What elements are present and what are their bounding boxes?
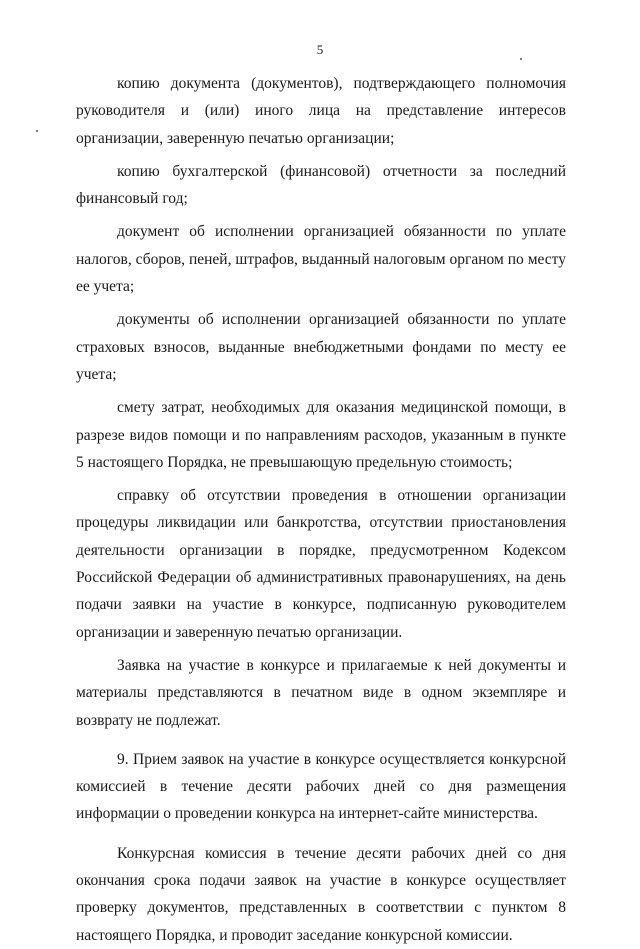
scan-speck [36,130,38,132]
scan-speck [520,58,522,60]
paragraph-copy-authority: копию документа (документов), подтверждающего полномочия руководителя и (или) иного лица на представление интересов организации, заверенную печатью организации; [76,75,566,147]
document-body [76,70,566,949]
paragraph-tax-obligations: документ об исполнении организацией обязанности по уплате налогов, сборов, пеней, штрафов, выданный налоговым органом по месту ее учета; [76,223,566,296]
paragraph-insurance-contributions: документы об исполнении организацией обязанности по уплате страховых взносов, выданные внебюджетными фондами по месту ее учета; [76,311,566,383]
paragraph-financial-reports: копию бухгалтерской (финансовой) отчетности за последний финансовый год; [76,162,566,208]
paragraph-cost-estimate: смету затрат, необходимых для оказания медицинской помощи, в разрезе видов помощи и по направлениям расходов, указанным в пункте 5 настоящего Порядка, не превышающую предельную стоимость; [76,399,566,471]
paragraph-commission-review: Конкурсная комиссия в течение десяти рабочих дней со дня окончания срока подачи заявок на участие в конкурсе осуществляет проверку документов, представленных в соответствии с пунктом 8 настоящего Порядка, и проводит заседание конкурсной комиссии. [76,844,566,944]
paragraph-liquidation-certificate: справку об отсутствии проведения в отношении организации процедуры ликвидации или банкротства, отсутствии приостановления деятельности организации в порядке, предусмотренном Кодексом Российской Федерации об административных правонарушениях, на день подачи заявки на участие в конкурсе, подписанную руководителем организации и заверенную печатью организации. [76,487,566,641]
page-number: 5 [316,42,324,57]
paragraph-application-format: Заявка на участие в конкурсе и прилагаемые к ней документы и материалы представляются в печатном виде в одном экземпляре и возврату не подлежат. [76,656,566,729]
paragraph-item-9: 9. Прием заявок на участие в конкурсе осуществляется конкурсной комиссией в течение десяти рабочих дней со дня размещения информации о проведении конкурса на интернет-сайте министерства. [76,750,566,823]
